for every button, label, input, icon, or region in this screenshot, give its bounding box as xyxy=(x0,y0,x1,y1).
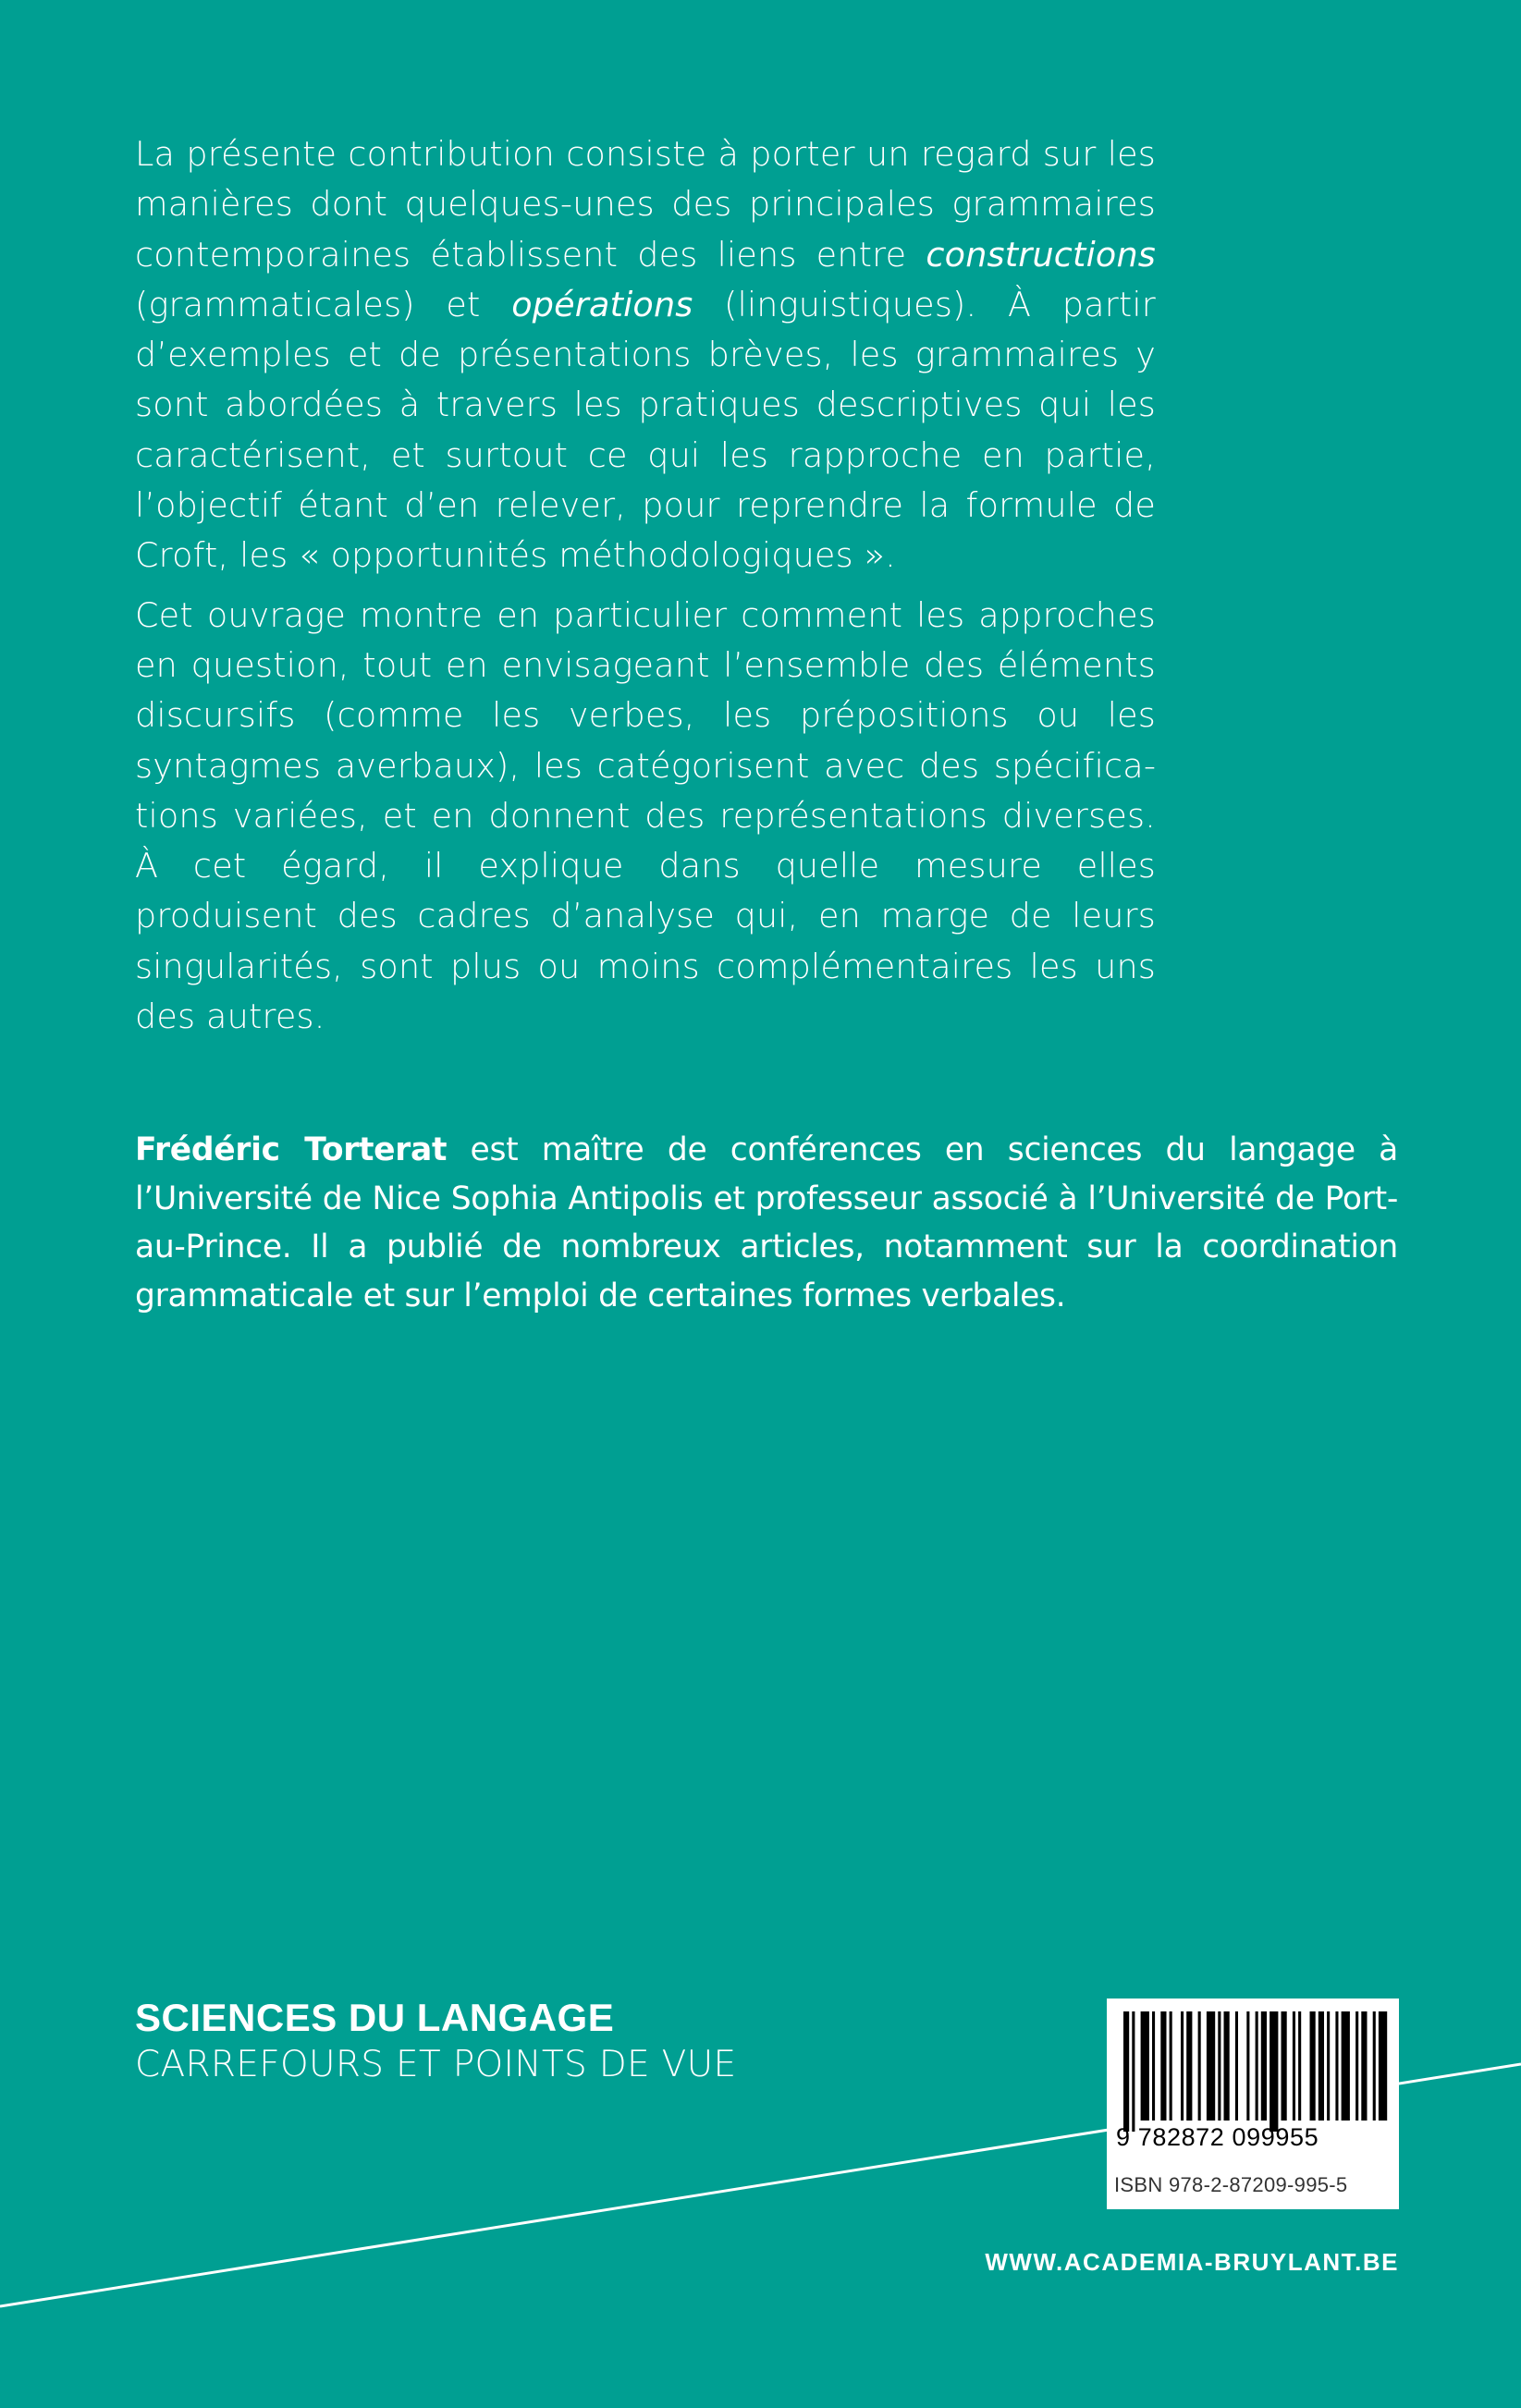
barcode-bar xyxy=(1235,2011,1238,2121)
barcode-bar xyxy=(1224,2011,1230,2121)
barcode-bar xyxy=(1152,2011,1155,2121)
barcode-bar xyxy=(1298,2011,1301,2121)
barcode-bar xyxy=(1160,2011,1166,2121)
barcode-bar xyxy=(1355,2011,1358,2121)
barcode-bar xyxy=(1123,2011,1129,2132)
barcode-bar xyxy=(1207,2011,1215,2121)
blurb-text: (linguistiques). À partir d’exemples et de présentations brèves, les grammaires y sont abordées à travers les pratiques descriptives qui les caractérisent, et surtout ce qui les rapproche en partie, l’objectif étant d’en relever, pour reprendre la formule de Croft, les « opportunités méthodologiques ». xyxy=(135,284,1156,576)
barcode-bar xyxy=(1246,2011,1249,2121)
barcode-bar xyxy=(1361,2011,1367,2121)
barcode-bar xyxy=(1373,2011,1376,2121)
author-bio-text: est maître de conférences en sciences du langage à l’Université de Nice Sophia Antipolis et professeur associé à l’Université de Port-au-Prince. Il a publié de nombreux articles, notamment sur la coordination grammaticale et sur l’emploi de certaines formes verbales. xyxy=(135,1131,1399,1315)
barcode-bar xyxy=(1141,2011,1149,2121)
barcode-bar xyxy=(1335,2011,1338,2121)
barcode-bar xyxy=(1261,2011,1267,2121)
barcode-bar xyxy=(1310,2011,1316,2121)
barcode-bar xyxy=(1342,2011,1350,2121)
barcode-bar xyxy=(1170,2011,1172,2121)
blurb-text: (grammaticales) et xyxy=(135,284,512,324)
blurb-emphasis: constructions xyxy=(926,234,1156,275)
blurb-paragraph-2: Cet ouvrage montre en particulier comment les approches en question, tout en envisageant l’ensemble des éléments discursifs (comme les verbes, les prépositions ou les syntagmes averbaux), les catégorisent avec des spécifications variées, et en donnent des représentations diverses. À cet égard, il explique dans quelle mesure elles produisent des cadres d’analyse qui, en marge de leurs singularités, sont plus ou moins complémentaires les uns des autres. xyxy=(135,594,1156,1037)
barcode-bar xyxy=(1282,2011,1287,2121)
barcode-digits: 9 782872 099955 xyxy=(1116,2123,1319,2151)
barcode-bar xyxy=(1218,2011,1220,2121)
barcode-bar xyxy=(1198,2011,1201,2121)
barcode-bar xyxy=(1270,2011,1278,2132)
barcode-bar xyxy=(1293,2011,1295,2121)
barcode-bar xyxy=(1132,2011,1135,2132)
isbn-label: ISBN 978-2-87209-995-5 xyxy=(1114,2167,1392,2204)
author-name: Frédéric Torterat xyxy=(135,1131,448,1168)
barcode-bar xyxy=(1379,2011,1387,2121)
barcode-bar xyxy=(1256,2011,1258,2121)
barcode-bar xyxy=(1319,2011,1324,2121)
series-subtitle: CARREFOURS ET POINTS DE VUE xyxy=(135,2044,737,2085)
barcode-bar xyxy=(1186,2011,1192,2121)
barcode-bar xyxy=(1327,2011,1330,2121)
blurb-text: La présente contribution consiste à porter un regard sur les manières dont quelques-unes des principales grammaires contemporaines établissent des liens entre xyxy=(135,134,1156,275)
publisher-website: WWW.ACADEMIA-BRUYLANT.BE xyxy=(985,2248,1399,2276)
barcode-bar xyxy=(1181,2011,1184,2121)
series-title: SCIENCES DU LANGAGE xyxy=(135,1996,615,2039)
blurb-emphasis: opérations xyxy=(511,284,693,324)
